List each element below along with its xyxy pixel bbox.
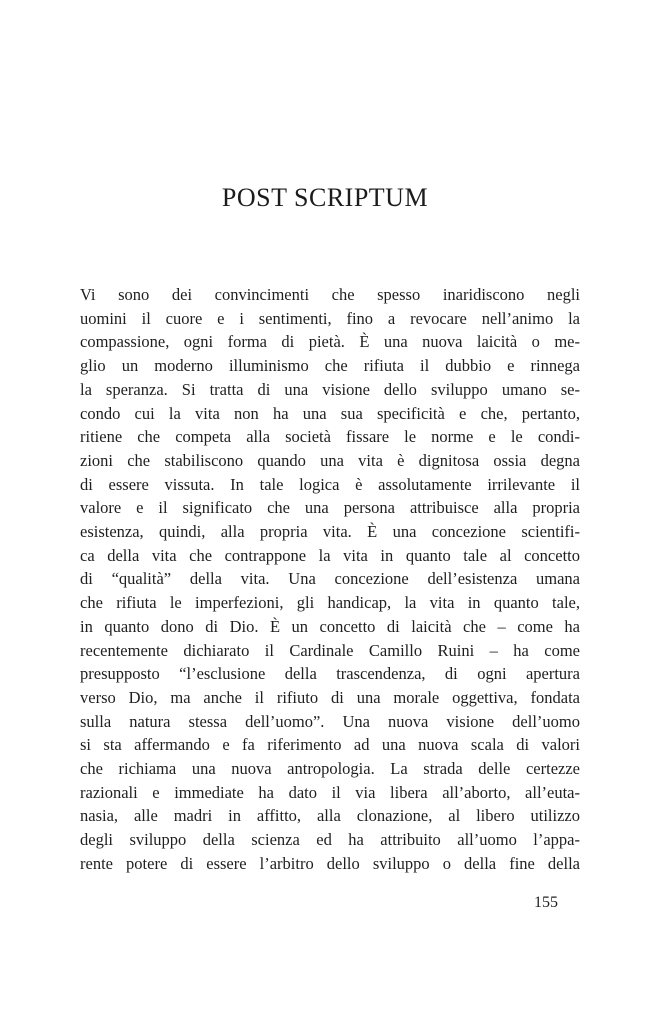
- text-line: ritiene che competa alla società fissare le norme e le condi-: [80, 427, 580, 447]
- text-line: che rifiuta le imperfezioni, gli handicap, la vita in quanto tale,: [80, 593, 580, 613]
- text-line: rente potere di essere l’arbitro dello sviluppo o della fine della: [80, 853, 580, 873]
- text-line: presupposto “l’esclusione della trascendenza, di ogni apertura: [80, 664, 580, 684]
- text-line: nasia, alle madri in affitto, alla clonazione, al libero utilizzo: [80, 806, 580, 826]
- text-line: verso Dio, ma anche il rifiuto di una morale oggettiva, fondata: [80, 687, 580, 707]
- text-line: sulla natura stessa dell’uomo”. Una nuova visione dell’uomo: [80, 711, 580, 731]
- text-line: valore e il significato che una persona attribuisce alla propria: [80, 498, 580, 518]
- text-line: ca della vita che contrappone la vita in quanto tale al concetto: [80, 545, 580, 565]
- text-line: zioni che stabiliscono quando una vita è dignitosa ossia degna: [80, 450, 580, 470]
- page-title: POST SCRIPTUM: [221, 183, 429, 212]
- text-line: esistenza, quindi, alla propria vita. È una concezione scientifi-: [80, 522, 580, 542]
- text-line: compassione, ogni forma di pietà. È una nuova laicità o me-: [80, 332, 580, 352]
- text-line: di “qualità” della vita. Una concezione dell’esistenza umana: [80, 569, 580, 589]
- text-line: recentemente dichiarato il Cardinale Camillo Ruini – ha come: [80, 640, 580, 660]
- text-line: si sta affermando e fa riferimento ad una nuova scala di valori: [80, 735, 580, 755]
- text-line: Vi sono dei convincimenti che spesso inaridiscono negli: [80, 285, 580, 304]
- text-line: razionali e immediate ha dato il via libera all’aborto, all’euta-: [80, 782, 580, 802]
- page-number: 155: [534, 894, 558, 911]
- text-line: uomini il cuore e i sentimenti, fino a revocare nell’animo la: [80, 308, 580, 328]
- text-line: la speranza. Si tratta di una visione dello sviluppo umano se-: [80, 379, 580, 399]
- text-line: che richiama una nuova antropologia. La strada delle certezze: [80, 759, 580, 779]
- text-line: glio un moderno illuminismo che rifiuta il dubbio e rinnega: [80, 356, 580, 376]
- text-line: in quanto dono di Dio. È un concetto di laicità che – come ha: [80, 616, 580, 636]
- text-line: di essere vissuta. In tale logica è assolutamente irrilevante il: [80, 474, 580, 494]
- body-paragraph: [80, 283, 580, 876]
- text-line: condo cui la vita non ha una sua specificità e che, pertanto,: [80, 403, 580, 423]
- text-line: degli sviluppo della scienza ed ha attribuito all’uomo l’appa-: [80, 830, 580, 850]
